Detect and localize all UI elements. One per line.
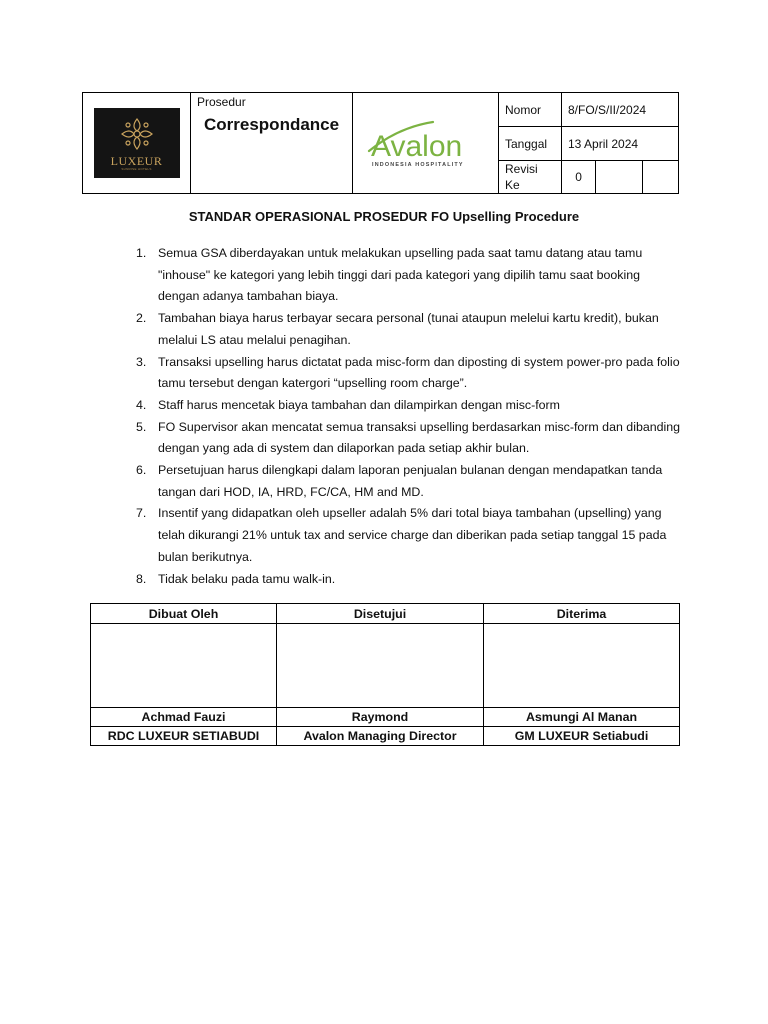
- procedure-cell: [191, 93, 353, 194]
- tanggal-value: 13 April 2024: [562, 127, 679, 161]
- signer-role-diterima: GM LUXEUR Setiabudi: [484, 727, 680, 746]
- step-text: Transaksi upselling harus dictatat pada misc-form dan diposting di system power-pro pada folio tamu tersebut dengan katergori “upselling room charge”.: [158, 354, 680, 391]
- luxeur-logo: [94, 108, 180, 178]
- step-text: Insentif yang didapatkan oleh upseller adalah 5% dari total biaya tambahan (upselling) yang telah dikurangi 21% untuk tax and service charge dan diberikan pada setiap tanggal 15 pada bulan berikutnya.: [158, 506, 667, 564]
- step-number: 2.: [136, 311, 147, 326]
- step-text: Semua GSA diberdayakan untuk melakukan upselling pada saat tamu datang atau tamu "inhouse" ke kategori yang lebih tinggi dari pada kategori yang dipilih tamu saat booking dengan adanya tambahan biaya.: [158, 246, 643, 304]
- sop-title: STANDAR OPERASIONAL PROSEDUR FO Upselling Procedure: [188, 209, 580, 224]
- procedure-step: [136, 460, 682, 503]
- procedure-step: [136, 395, 682, 417]
- step-number: 4.: [136, 397, 147, 412]
- procedure-label: Prosedur: [197, 95, 246, 109]
- document-header-table: [82, 92, 679, 194]
- step-number: 6.: [136, 463, 147, 478]
- revisi-label-line2: Ke: [505, 178, 520, 192]
- step-text: Tambahan biaya harus terbayar secara personal (tunai ataupun melelui kartu kredit), bukan melalui LS atau melalui penagihan.: [158, 311, 659, 347]
- signature-box-diterima: [484, 624, 680, 708]
- step-number: 3.: [136, 354, 147, 369]
- luxeur-emblem-icon: [119, 116, 155, 152]
- signature-table: [90, 603, 680, 746]
- revisi-label-line1: Revisi: [505, 162, 538, 176]
- nomor-label: Nomor: [499, 93, 562, 127]
- revisi-label: [499, 161, 562, 194]
- step-number: 8.: [136, 571, 147, 586]
- signer-role-disetujui: Avalon Managing Director: [277, 727, 484, 746]
- procedure-step: [136, 417, 682, 460]
- luxeur-logo-cell: [83, 93, 191, 194]
- signature-header-disetujui: Disetujui: [277, 604, 484, 624]
- step-text: Tidak belaku pada tamu walk-in.: [158, 571, 336, 586]
- revisi-empty-box-1: [596, 161, 643, 194]
- nomor-value: 8/FO/S/II/2024: [562, 93, 679, 127]
- step-number: 5.: [136, 419, 147, 434]
- revisi-value: 0: [562, 161, 596, 194]
- signature-header-diterima: Diterima: [484, 604, 680, 624]
- step-text: Staff harus mencetak biaya tambahan dan dilampirkan dengan misc-form: [158, 397, 560, 412]
- procedure-title: Correspondance: [204, 115, 340, 134]
- step-number: 1.: [136, 246, 147, 260]
- signature-header-dibuat: Dibuat Oleh: [91, 604, 277, 624]
- procedure-steps-list: [136, 243, 682, 590]
- step-number: 7.: [136, 506, 147, 521]
- step-text: Persetujuan harus dilengkapi dalam laporan penjualan bulanan dengan mendapatkan tanda tangan dari HOD, IA, HRD, FC/CA, HM and MD.: [158, 463, 663, 499]
- signature-box-dibuat: [91, 624, 277, 708]
- procedure-step: [136, 243, 682, 308]
- avalon-logo-wordmark: Avalon: [370, 130, 462, 163]
- procedure-step: [136, 308, 682, 351]
- signature-box-disetujui: [277, 624, 484, 708]
- procedure-step: [136, 569, 682, 591]
- avalon-logo-tagline: INDONESIA HOSPITALITY: [371, 162, 464, 168]
- procedure-step: [136, 503, 682, 568]
- luxeur-logo-subtext: SUNRISE HOTELS: [121, 166, 152, 171]
- avalon-logo: [367, 118, 485, 168]
- revisi-empty-box-2: [642, 161, 678, 194]
- signer-role-dibuat: RDC LUXEUR SETIABUDI: [91, 727, 277, 746]
- signer-name-disetujui: Raymond: [277, 708, 484, 727]
- avalon-logo-cell: [353, 93, 499, 194]
- tanggal-label: Tanggal: [499, 127, 562, 161]
- step-text: FO Supervisor akan mencatat semua transaksi upselling berdasarkan misc-form dan dibanding dengan yang ada di system dan dilaporkan pada setiap akhir bulan.: [158, 419, 681, 456]
- luxeur-logo-wordmark: LUXEUR: [110, 153, 163, 168]
- signer-name-diterima: Asmungi Al Manan: [484, 708, 680, 727]
- signer-name-dibuat: Achmad Fauzi: [91, 708, 277, 727]
- procedure-step: [136, 352, 682, 395]
